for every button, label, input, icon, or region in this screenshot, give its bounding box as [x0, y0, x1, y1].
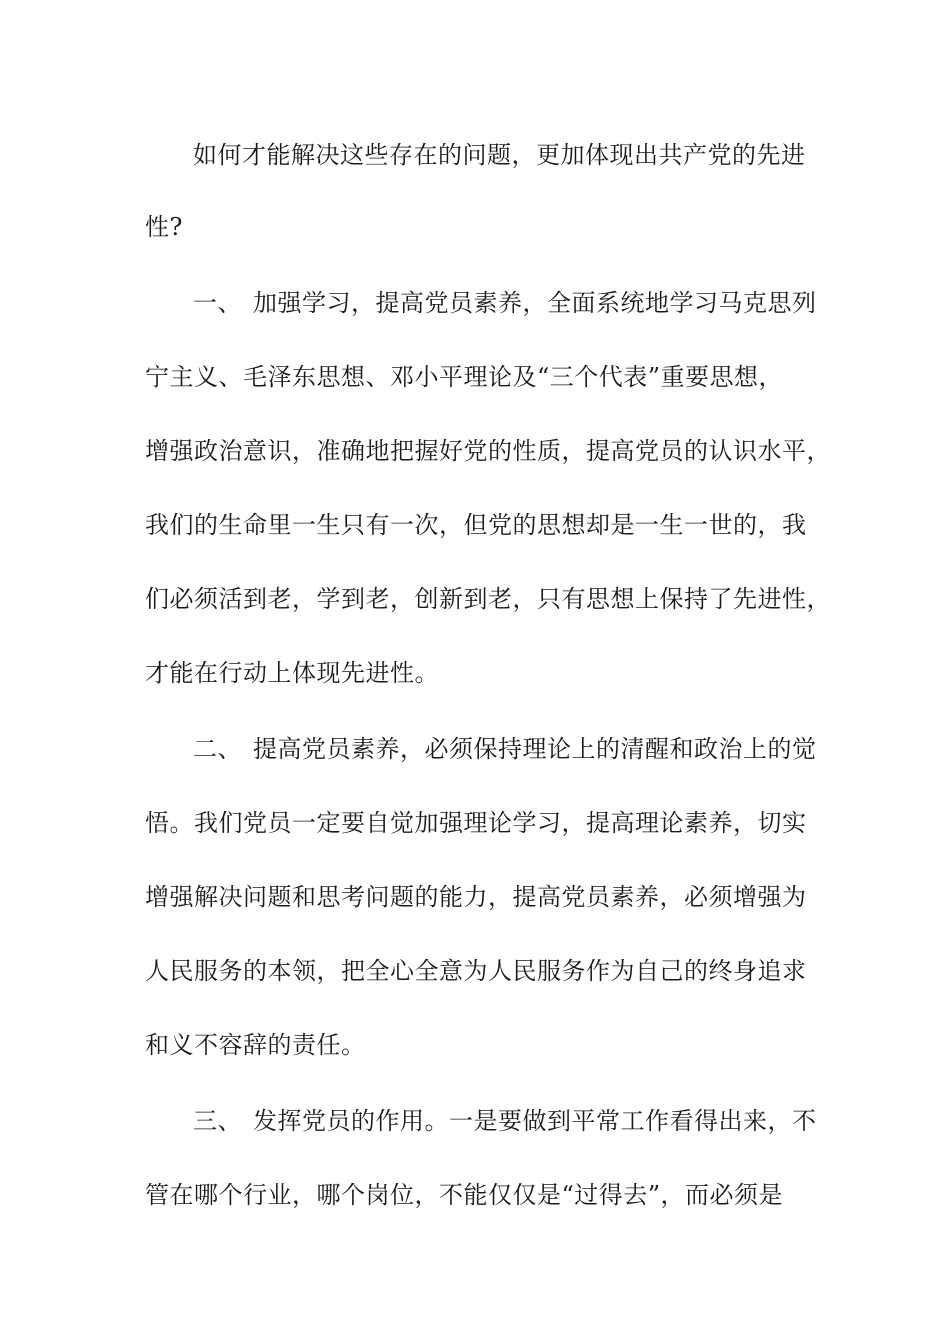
paragraph-line: 宁主义、毛泽东思想、邓小平理论及“三个代表”重要思想，	[145, 363, 784, 391]
list-marker: 二、	[193, 735, 242, 763]
paragraph-line: 才能在行动上体现先进性。	[145, 659, 439, 687]
paragraph-line: 我们的生命里一生只有一次，但党的思想却是一生一世的，我	[145, 511, 807, 539]
paragraph-line: 三、 发挥党员的作用。一是要做到平常工作看得出来，不	[193, 1107, 817, 1135]
paragraph-line: 人民服务的本领，把全心全意为人民服务作为自己的终身追求	[145, 957, 807, 985]
paragraph-line: 如何才能解决这些存在的问题，更加体现出共产党的先进	[193, 141, 806, 169]
paragraph-line: 性?	[145, 213, 183, 241]
paragraph-line: 增强政治意识，准确地把握好党的性质，提高党员的认识水平，	[145, 437, 831, 465]
paragraph-line: 管在哪个行业，哪个岗位，不能仅仅是“过得去”，而必须是	[145, 1181, 784, 1209]
paragraph-line: 二、 提高党员素养，必须保持理论上的清醒和政治上的觉	[193, 735, 817, 763]
paragraph-line: 们必须活到老，学到老，创新到老，只有思想上保持了先进性，	[145, 585, 831, 613]
list-marker: 三、	[193, 1107, 242, 1135]
list-marker: 一、	[193, 289, 242, 317]
paragraph-line: 一、 加强学习，提高党员素养，全面系统地学习马克思列	[193, 289, 817, 317]
paragraph-line: 增强解决问题和思考问题的能力，提高党员素养，必须增强为	[145, 883, 807, 911]
paragraph-line: 和义不容辞的责任。	[145, 1031, 366, 1059]
paragraph-line: 悟。我们党员一定要自觉加强理论学习，提高理论素养，切实	[145, 809, 807, 837]
